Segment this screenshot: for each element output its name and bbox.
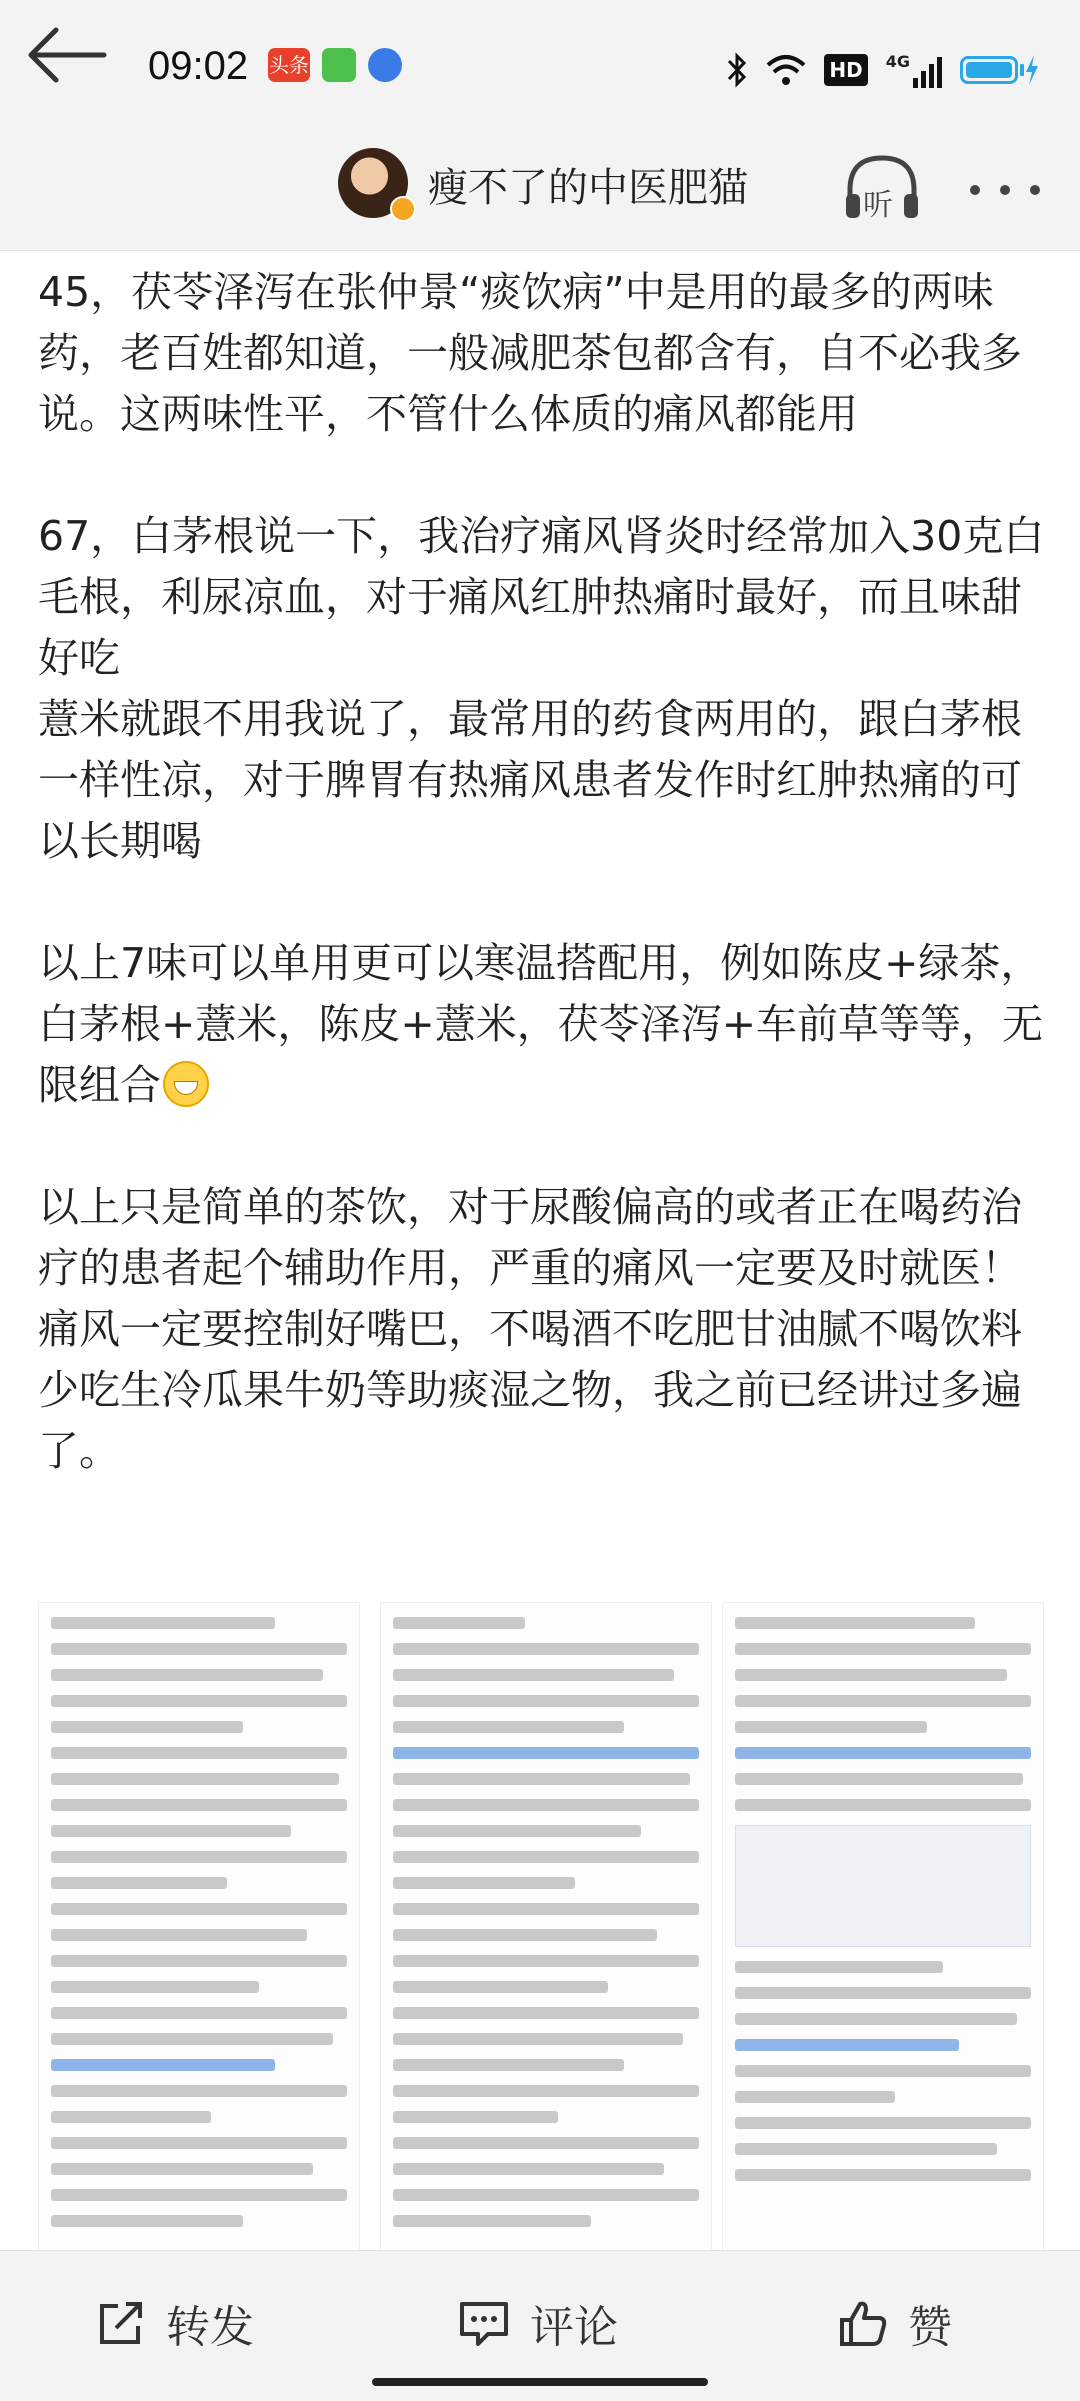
comment-icon bbox=[458, 2298, 510, 2348]
paragraph-67: 67，白茅根说一下，我治疗痛风肾炎时经常加入30克白毛根，利尿凉血，对于痛风红肿热痛时最好，而且味甜好吃 bbox=[38, 512, 1045, 682]
comment-button[interactable] bbox=[458, 2288, 618, 2358]
repost-icon bbox=[96, 2298, 146, 2348]
back-button[interactable] bbox=[24, 20, 114, 90]
green-app-icon bbox=[322, 48, 356, 82]
repost-label: 转发 bbox=[166, 2302, 254, 2353]
status-right-icons bbox=[726, 48, 1040, 92]
like-label: 赞 bbox=[908, 2302, 952, 2353]
paragraph-combo bbox=[38, 933, 1048, 1116]
paragraph-summary: 以上只是简单的茶饮，对于尿酸偏高的或者正在喝药治疗的患者起个辅助作用，严重的痛风一定要及时就医！ bbox=[38, 1183, 1022, 1292]
repost-button[interactable] bbox=[96, 2288, 254, 2358]
author-name[interactable]: 瘦不了的中医肥猫 bbox=[428, 165, 748, 211]
embedded-screenshot bbox=[735, 1825, 1031, 1947]
more-icon bbox=[960, 170, 1050, 210]
battery-icon bbox=[960, 55, 1040, 85]
comment-label: 评论 bbox=[530, 2302, 618, 2353]
image-gallery bbox=[0, 1602, 1080, 2252]
like-button[interactable] bbox=[838, 2288, 952, 2358]
listen-label: 听 bbox=[863, 188, 893, 223]
back-arrow-icon bbox=[24, 20, 114, 90]
home-indicator[interactable] bbox=[372, 2378, 708, 2386]
blue-app-icon bbox=[368, 48, 402, 82]
paragraph-45: 45，茯苓泽泻在张仲景“痰饮病”中是用的最多的两味药，老百姓都知道，一般减肥茶包都含有，自不必我多说。这两味性平，不管什么体质的痛风都能用 bbox=[38, 268, 1022, 438]
listen-button[interactable] bbox=[842, 150, 922, 224]
wifi-icon bbox=[766, 53, 806, 87]
bluetooth-icon bbox=[726, 51, 748, 89]
status-time: 09:02 bbox=[148, 44, 249, 88]
paragraph-diet: 痛风一定要控制好嘴巴，不喝酒不吃肥甘油腻不喝饮料少吃生冷瓜果牛奶等助痰湿之物，我之前已经讲过多遍了。 bbox=[38, 1305, 1022, 1475]
hd-icon: HD bbox=[824, 54, 867, 86]
combo-text: 以上7味可以单用更可以寒温搭配用，例如陈皮+绿茶，白茅根+薏米，陈皮+薏米，茯苓泽泻+车前草等等，无限组合 bbox=[38, 939, 1044, 1109]
paragraph-yimi: 薏米就跟不用我说了，最常用的药食两用的，跟白茅根一样性凉，对于脾胃有热痛风患者发作时红肿热痛的可以长期喝 bbox=[38, 695, 1022, 865]
thumbs-up-icon bbox=[838, 2298, 888, 2348]
more-button[interactable] bbox=[960, 170, 1050, 210]
grin-emoji-icon bbox=[163, 1061, 209, 1107]
post-content bbox=[38, 262, 1048, 1482]
verified-badge-icon bbox=[390, 196, 416, 222]
signal-label: 4G bbox=[885, 52, 910, 71]
attached-image-1[interactable] bbox=[38, 1602, 360, 2254]
attached-image-2[interactable] bbox=[380, 1602, 712, 2254]
charging-icon bbox=[1024, 55, 1040, 85]
toutiao-app-icon: 头条 bbox=[268, 48, 310, 82]
signal-icon bbox=[886, 52, 942, 88]
attached-image-3[interactable] bbox=[722, 1602, 1044, 2254]
